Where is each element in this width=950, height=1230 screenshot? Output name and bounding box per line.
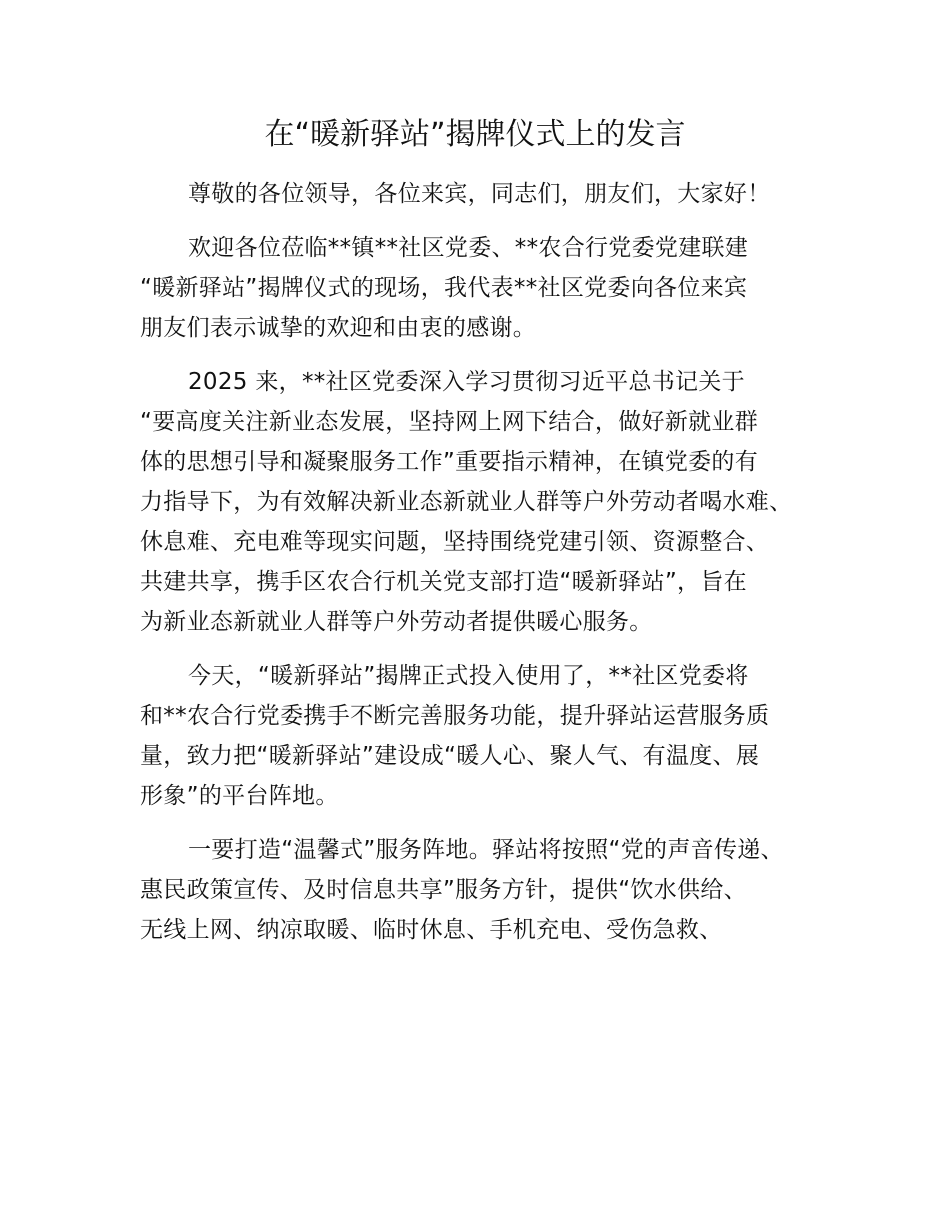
paragraph-line: 形象”的平台阵地。 (140, 783, 339, 809)
paragraph-line: 体的思想引导和凝聚服务工作”重要指示精神，在镇党委的有 (140, 449, 759, 475)
page-title: 在“暖新驿站”揭牌仪式上的发言 (264, 117, 686, 152)
paragraph-background (140, 362, 812, 642)
paragraph-line: 无线上网、纳凉取暖、临时休息、手机充电、受伤急救、 (140, 917, 723, 943)
paragraph-line: 朋友们表示诚挚的欢迎和由衷的感谢。 (140, 315, 537, 341)
paragraph-line: 惠民政策宣传、及时信息共享”服务方针，提供“饮水供给、 (140, 877, 747, 903)
paragraph-line: 和**农合行党委携手不断完善服务功能，提升驿站运营服务质 (140, 703, 770, 729)
paragraph-line: 欢迎各位莅临**镇**社区党委、**农合行党委党建联建 (188, 235, 749, 261)
paragraph-line: 2025 来，**社区党委深入学习贯彻习近平总书记关于 (188, 369, 745, 395)
paragraph-line: 休息难、充电难等现实问题，坚持围绕党建引领、资源整合、 (140, 529, 770, 555)
paragraph-line: “要高度关注新业态发展，坚持网上网下结合，做好新就业群 (140, 409, 759, 435)
paragraph-line: 量，致力把“暖新驿站”建设成“暖人心、聚人气、有温度、展 (140, 743, 760, 769)
document-body (140, 174, 812, 950)
paragraph-line: 共建共享，携手区农合行机关党支部打造“暖新驿站”，旨在 (140, 569, 747, 595)
paragraph-line: 为新业态新就业人群等户外劳动者提供暖心服务。 (140, 609, 653, 635)
paragraph-line: “暖新驿站”揭牌仪式的现场，我代表**社区党委向各位来宾 (140, 275, 748, 301)
paragraph-welcome (140, 228, 812, 348)
paragraph-line: 今天，“暖新驿站”揭牌正式投入使用了，**社区党委将 (188, 663, 749, 689)
paragraph-service (140, 830, 812, 950)
paragraph-today (140, 656, 812, 816)
paragraph-line: 一要打造“温馨式”服务阵地。驿站将按照“党的声音传递、 (188, 837, 784, 863)
paragraph-line: 力指导下，为有效解决新业态新就业人群等户外劳动者喝水难、 (140, 489, 793, 515)
greeting-line: 尊敬的各位领导，各位来宾，同志们，朋友们，大家好！ (188, 181, 771, 207)
